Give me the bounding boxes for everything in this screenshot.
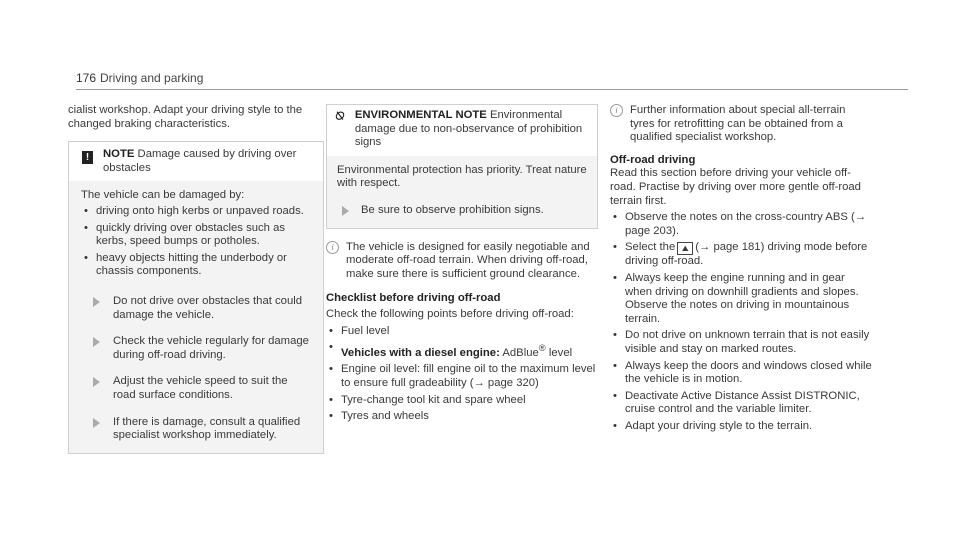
step-item [81, 375, 311, 402]
checklist-bullets [326, 325, 598, 424]
warning-icon: ! [82, 151, 93, 164]
offroad-mode-icon: ⛰ [677, 242, 693, 255]
page-number: 176 [76, 71, 97, 85]
level-text: level [545, 346, 573, 359]
registered-mark: ® [538, 342, 546, 354]
info-text: Further information about special all-terrain tyres for retrofitting can be obtained from a qualified specialist workshop. [630, 104, 846, 144]
step-text: Adjust the vehicle speed to suit the road surface conditions. [113, 375, 288, 401]
env-header [327, 105, 597, 156]
info-icon: i [610, 104, 623, 117]
list-item: • Always keep the doors and windows closed while the vehicle is in motion. [610, 360, 872, 387]
step-arrow-icon [93, 418, 100, 428]
info-note [326, 241, 598, 282]
step-text: Do not drive over obstacles that could damage the vehicle. [113, 294, 303, 321]
environment-icon: ⍉ [335, 108, 343, 123]
page-header [76, 72, 908, 86]
column-3 [610, 104, 872, 436]
offroad-heading: Off-road driving [610, 153, 696, 166]
select-text: Select the [625, 241, 676, 254]
adblue-text: AdBlue [502, 346, 539, 359]
step-item [81, 416, 311, 443]
env-label: ENVIRONMENTAL NOTE [354, 109, 487, 121]
notice-text: Damage caused by driving over obstacles [103, 148, 297, 174]
notice-bullets [81, 205, 311, 279]
page-title: Driving and parking [100, 71, 204, 85]
step-item [81, 295, 311, 322]
env-title [355, 109, 589, 150]
env-text: Environmental damage due to non-observance of prohibition signs [354, 109, 583, 149]
list-item: • heavy objects hitting the underbody or chassis components. [81, 252, 311, 279]
offroad-bullets [610, 211, 872, 433]
notice-header [69, 142, 323, 181]
env-body [327, 156, 597, 228]
checklist-intro: Check the following points before driving off-road: [326, 307, 574, 320]
list-item: • Tyres and wheels [326, 410, 598, 424]
info-note [610, 104, 872, 145]
list-item: • Always keep the engine running and in gear when driving on downhill gradients and slopes. Observe the notes on driving in mountainous terrain. [610, 272, 872, 326]
step-item [81, 335, 311, 362]
list-item: • Fuel level [326, 325, 598, 339]
step-arrow-icon [93, 297, 100, 307]
list-item: • Engine oil level: fill engine oil to the maximum level to ensure full gradeability (→ page 320) [326, 363, 598, 390]
notice-body-text: The vehicle can be damaged by: [81, 189, 245, 202]
list-item: • Tyre-change tool kit and spare wheel [326, 394, 598, 408]
column-1 [68, 104, 324, 454]
info-icon: i [326, 241, 339, 254]
step-text: Be sure to observe prohibition signs. [361, 203, 544, 216]
header-rule [76, 89, 908, 90]
step-arrow-icon [342, 206, 349, 216]
bold-label: Vehicles with a diesel engine: [341, 346, 500, 359]
list-item: • Do not drive on unknown terrain that is not easily visible and stay on marked routes. [610, 329, 872, 356]
notice-label: NOTE [103, 148, 135, 161]
info-text: The vehicle is designed for easily negotiable and moderate off-road terrain. When driving off-road, make sure there is sufficient ground clearance. [346, 240, 590, 280]
list-item: • Deactivate Active Distance Assist DISTRONIC, cruise control and the variable limiter. [610, 390, 872, 417]
list-item [326, 341, 598, 360]
list-item: • Observe the notes on the cross-country ABS (→ page 203). [610, 211, 872, 238]
step-arrow-icon [93, 337, 100, 347]
env-body-text: Environmental protection has priority. Treat nature with respect. [337, 163, 587, 190]
checklist-heading: Checklist before driving off-road [326, 292, 501, 305]
notice-body [69, 181, 323, 452]
step-text: If there is damage, consult a qualified specialist workshop immediately. [113, 415, 301, 442]
notice-title [103, 148, 323, 175]
offroad-intro: Read this section before driving your vehicle off-road. Practise by driving over more gentle off-road terrain first. [610, 167, 861, 207]
list-item: • Adapt your driving style to the terrain. [610, 420, 872, 434]
column-2 [326, 104, 598, 427]
step-item [337, 204, 587, 218]
environmental-note-box [326, 104, 598, 229]
list-item: • quickly driving over obstacles such as kerbs, speed bumps or potholes. [81, 222, 311, 249]
list-item: • driving onto high kerbs or unpaved roads. [81, 205, 311, 219]
step-arrow-icon [93, 377, 100, 387]
notice-box [68, 141, 324, 454]
intro-text: cialist workshop. Adapt your driving style to the changed braking characteristics. [68, 104, 303, 130]
mode-text: (→ page 181) driving mode before driving off-road. [625, 241, 868, 268]
list-item [610, 241, 872, 269]
step-text: Check the vehicle regularly for damage during off-road driving. [113, 335, 309, 361]
